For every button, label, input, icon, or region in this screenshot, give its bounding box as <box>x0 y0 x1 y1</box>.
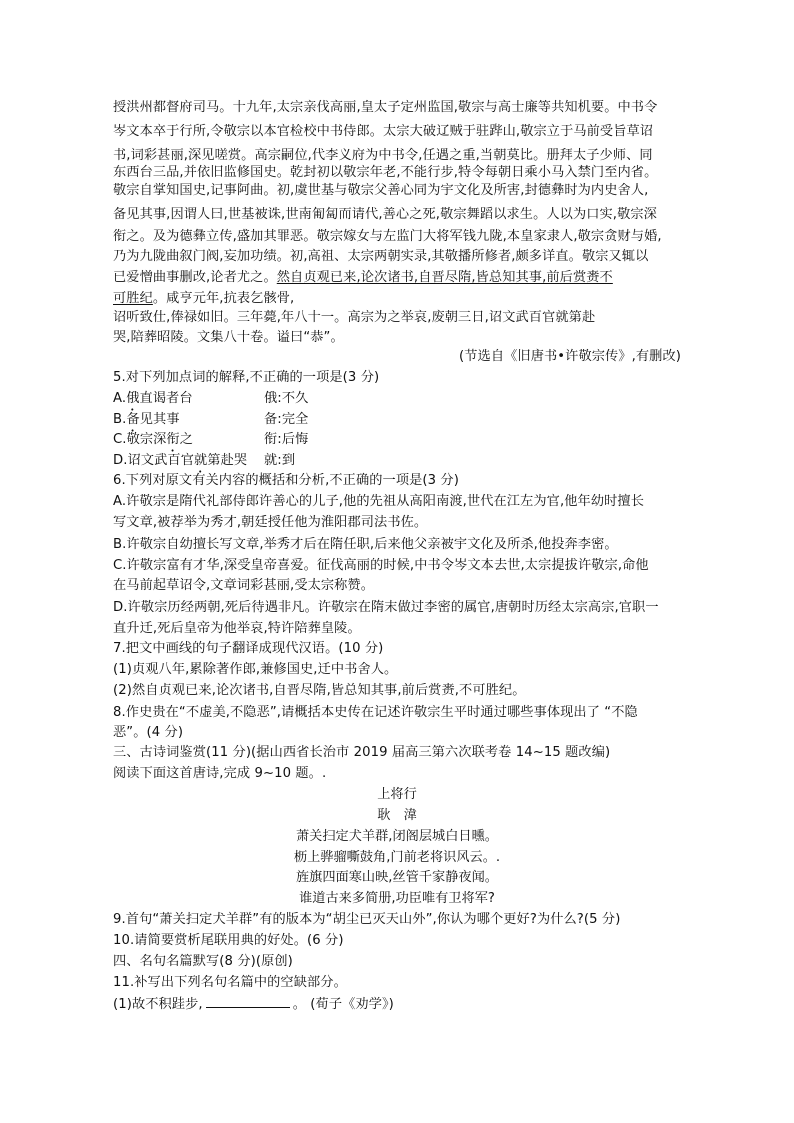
option-a-explanation: 俄:不久 <box>264 391 309 406</box>
question-6-line: A.许敬宗是隋代礼部侍郎许善心的儿子,他的先祖从高阳南渡,世代在江左为官,他年幼时擅长 <box>113 494 644 509</box>
passage-line-with-underline <box>113 268 613 287</box>
answer-blank[interactable] <box>206 994 290 1008</box>
question-6-line: 写文章,被荐举为秀才,朝廷授任他为淮阳郡司法书佐。 <box>113 515 428 530</box>
section-3-intro: 阅读下面这首唐诗,完成 9~10 题。. <box>113 766 327 781</box>
question-8-line: 8.作史贵在“不虚美,不隐恶”,请概括本史传在记述许敬宗生平时通过哪些事体现出了 “不隐 <box>113 705 638 720</box>
poem-line: 旌旗四面寒山映,丝管千家静夜闻。 <box>295 870 498 885</box>
option-d-explanation: 就:到 <box>264 453 296 468</box>
question-7-sentence-1: (1)贞观八年,累除著作郎,兼修国史,迁中书舍人。 <box>113 662 398 677</box>
question-6-line: 直升迁,死后皇帝为他举哀,特许陪葬皇陵。 <box>113 621 361 636</box>
underlined-sentence: 然自贞观已来,论次诸书,自晋尽隋,皆总知其事,前后赏赉不 <box>276 270 613 285</box>
question-9: 9.首句“萧关扫定犬羊群”有的版本为“胡尘已灭天山外”,你认为哪个更好?为什么?(5 分) <box>113 912 621 927</box>
question-6-line: D.许敬宗历经两朝,死后待遇非凡。许敬宗在隋末做过李密的属官,唐朝时历经太宗高宗,官职一 <box>113 600 659 615</box>
question-5-stem: 5.对下列加点词的解释,不正确的一项是(3 分) <box>113 370 380 385</box>
question-10: 10.请简要赏析尾联用典的好处。(6 分) <box>113 933 344 948</box>
passage-line: 书,词彩甚丽,深见嗟赏。高宗嗣位,代李义府为中书令,任遇之重,当朝莫比。册拜太子少师、同 <box>113 148 653 163</box>
passage-line: 衔之。及为德彝立传,盛加其罪恶。敬宗嫁女与左监门大将军钱九陇,本皇家隶人,敬宗贪财与婚, <box>113 229 662 244</box>
question-6-line: C.许敬宗富有才华,深受皇帝喜爱。征伐高丽的时候,中书令岑文本去世,太宗提拔许敬宗,命他 <box>113 558 649 573</box>
option-b: B.备见其事 <box>113 412 180 427</box>
section-4-title: 四、名句名篇默写(8 分)(原创) <box>113 954 293 969</box>
section-3-title: 三、古诗词鉴赏(11 分)(据山西省长治市 2019 届高三第六次联考卷 14~15 题改编) <box>113 745 611 760</box>
question-8-line: 恶”。(4 分) <box>113 725 184 740</box>
option-d: D.诏文武百官就第赴哭 <box>113 453 248 468</box>
poem-title: 上将行 <box>377 787 417 802</box>
option-c-explanation: 衔:后悔 <box>264 432 309 447</box>
question-6-line: 在马前起草诏令,文章词彩甚丽,受太宗称赞。 <box>113 578 375 593</box>
passage-text: 已爱憎曲事删改,论者尤之。 <box>113 270 277 285</box>
underlined-sentence: 可胜纪 <box>113 291 153 306</box>
poem-line: 萧关扫定犬羊群,闭阁层城白日曛。 <box>295 829 498 844</box>
passage-line: 备见其事,因谓人曰,世基被诛,世南匍匐而请代,善心之死,敬宗舞蹈以求生。人以为口实,敬宗深 <box>113 207 657 222</box>
passage-text: 。咸亨元年,抗表乞骸骨, <box>152 291 295 306</box>
option-c: C.敬宗深衔之 <box>113 432 194 447</box>
passage-line: 哭,陪葬昭陵。文集八十卷。谥曰“恭”。 <box>113 330 344 345</box>
passage-line: 乃为九陇曲叙门阀,妄加功绩。初,高祖、太宗两朝实录,其敬播所修者,颇多详直。敬宗又辄以 <box>113 249 649 264</box>
poem-line: 谁道古来多简册,功臣唯有卫将军? <box>299 891 495 906</box>
passage-source: (节选自《旧唐书•许敬宗传》,有删改) <box>459 349 681 364</box>
question-7-sentence-2: (2)然自贞观已来,论次诸书,自晋尽隋,皆总知其事,前后赏赉,不可胜纪。 <box>113 683 526 698</box>
passage-line: 岑文本卒于行所,令敬宗以本官检校中书侍郎。太宗大破辽贼于驻跸山,敬宗立于马前受旨草诏 <box>113 124 654 139</box>
question-11-item-1: (1)故不积跬步, 。 (荀子《劝学》) <box>113 994 394 1013</box>
poem-line: 枥上骅骝嘶鼓角,门前老将识风云。. <box>293 850 501 865</box>
question-6-stem: 6.下列对原文有关内容的概括和分析,不正确的一项是(3 分) <box>113 473 459 488</box>
passage-line-with-underline <box>113 289 294 308</box>
poem-author: 耿 湋 <box>377 808 417 823</box>
question-6-line: B.许敬宗自幼擅长写文章,举秀才后在隋任职,后来他父亲被宇文化及所杀,他投奔李密。 <box>113 537 618 552</box>
passage-line: 授洪州都督府司马。十九年,太宗亲伐高丽,皇太子定州监国,敬宗与高士廉等共知机要。中书令 <box>113 100 658 115</box>
option-b-explanation: 备:完全 <box>264 412 309 427</box>
passage-line: 诏听致仕,俸禄如旧。三年薨,年八十一。高宗为之举哀,废朝三日,诏文武百官就第赴 <box>113 310 596 325</box>
question-7-stem: 7.把文中画线的句子翻译成现代汉语。(10 分) <box>113 641 384 656</box>
option-a: A.俄直谒者台 <box>113 391 193 406</box>
passage-line: 东西台三品,并依旧监修国史。乾封初以敬宗年老,不能行步,特令每朝日乘小马入禁门至内省。 <box>113 165 658 180</box>
passage-line: 敬宗自掌知国史,记事阿曲。初,虞世基与敬宗父善心同为宇文化及所害,封德彝时为内史舍人, <box>113 183 649 198</box>
question-11-stem: 11.补写出下列名句名篇中的空缺部分。 <box>113 975 347 990</box>
